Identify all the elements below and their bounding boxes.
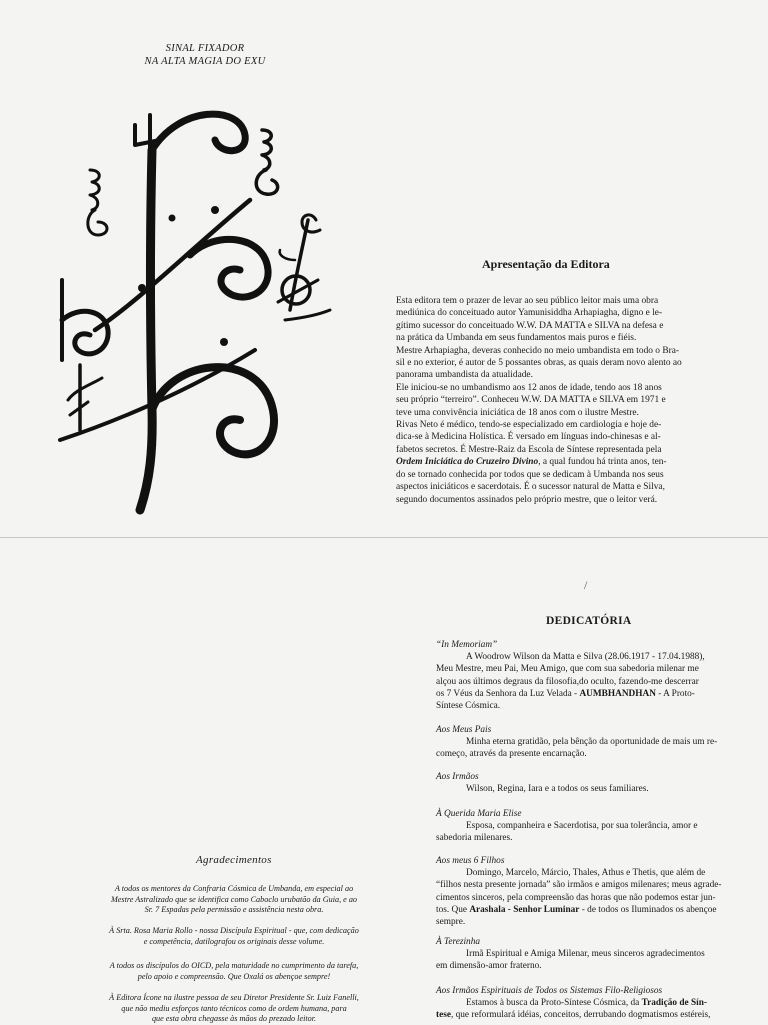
section-label: Aos Irmãos xyxy=(436,772,479,782)
agradecimentos-para-1 xyxy=(84,884,384,916)
text-line: A todos os mentores da Confraria Cósmica de Umbanda, em especial ao xyxy=(114,884,354,893)
text-line xyxy=(436,1009,754,1021)
agradecimentos-para-3 xyxy=(84,961,384,982)
section-label: Aos Irmãos Espirituais de Todos os Sistemas Filo-Religiosos xyxy=(436,986,663,996)
dedicatoria-sistemas xyxy=(436,985,754,1022)
editora-line: fabetos secretos. É Mestre-Raiz da Escola de Síntese representada pela xyxy=(396,444,662,455)
editora-line: aspectos iniciáticos e sacerdotais. É o sucessor natural de Matta e Silva, xyxy=(396,482,665,493)
section-label: À Terezinha xyxy=(436,937,480,947)
sigil-title-line2: NA ALTA MAGIA DO EXU xyxy=(144,56,266,67)
text-line: Esposa, companheira e Sacerdotisa, por sua tolerância, amor e xyxy=(466,821,698,832)
text-line: A todos os discípulos do OICD, pela maturidade no cumprimento da tarefa, xyxy=(109,961,359,970)
agradecimentos-heading: Agradecimentos xyxy=(196,854,272,866)
dedicatoria-in-memoriam xyxy=(436,639,754,712)
agradecimentos-para-4 xyxy=(84,993,384,1025)
section-label: À Querida Maria Elise xyxy=(436,809,522,819)
tradicao-term: Tradição de Sín- xyxy=(641,998,708,1009)
editora-line: Mestre Arhapiagha, deveras conhecido no meio umbandista em todo o Bra- xyxy=(396,345,679,356)
editora-line: segundo documentos assinados pelo próprio mestre, que o leitor verá. xyxy=(396,494,658,505)
dedicatoria-pais xyxy=(436,724,754,761)
text-line: em dimensão-amor fraterno. xyxy=(436,961,542,972)
text-line: Meu Mestre, meu Pai, Meu Amigo, que com sua sabedoria milenar me xyxy=(436,664,699,675)
text-line xyxy=(436,688,754,700)
section-label: “In Memoriam” xyxy=(436,640,498,650)
editora-line: seu próprio “terreiro”. Conheceu W.W. DA MATTA e SILVA em 1971 e xyxy=(396,395,666,406)
editora-line: sil e no exterior, é autor de 5 possantes obras, as quais deram novo alento ao xyxy=(396,358,682,369)
editora-line: mediúnica do conceituado autor Yamunisiddha Arhapiagha, digno e le- xyxy=(396,308,663,319)
text-line: A Woodrow Wilson da Matta e Silva (28.06.1917 - 17.04.1988), xyxy=(466,652,705,663)
text-line: Wilson, Regina, Iara e a todos os seus familiares. xyxy=(466,784,649,795)
section-label: Aos Meus Pais xyxy=(436,725,492,735)
editora-line: Esta editora tem o prazer de levar ao seu público leitor mais uma obra xyxy=(396,296,659,306)
dedicatoria-terezinha xyxy=(436,936,754,973)
tradicao-term: tese xyxy=(436,1010,451,1021)
editora-line: panorama umbandista da atualidade. xyxy=(396,370,533,381)
text-line: Mestre Astralizado que se identifica como Caboclo urubatão da Guia, e ao xyxy=(110,894,358,904)
text-line: Síntese Cósmica. xyxy=(436,701,501,712)
text-line: Sr. 7 Espadas pela permissão e assistência nesta obra. xyxy=(144,905,324,915)
text-line: começo, através da presente encarnação. xyxy=(436,749,587,760)
text-line: sempre. xyxy=(436,917,466,928)
text-line: pelo apoio e compreensão. Que Oxalá os abençoe sempre! xyxy=(137,971,331,981)
ordem-name: Ordem Iniciática do Cruzeiro Divino xyxy=(396,457,539,468)
fold-line xyxy=(0,537,768,538)
text-line: alçou aos últimos degraus da filosofia,do oculto, fazendo-me descerrar xyxy=(436,676,699,687)
agradecimentos-para-2 xyxy=(84,926,384,947)
editora-line: dica-se à Medicina Holística. É versado em línguas indo-chinesas e al- xyxy=(396,432,661,443)
editora-body xyxy=(396,295,694,506)
text-line: À Srta. Rosa Maria Rollo - nossa Discípula Espiritual - que, com dedicação xyxy=(109,926,359,935)
text-fragment: - A Proto- xyxy=(655,688,695,699)
dedicatoria-heading: DEDICATÓRIA xyxy=(546,615,632,627)
text-line xyxy=(436,997,754,1009)
text-line: cimentos sinceros, pela compreensão das horas que não podemos estar jun- xyxy=(436,892,716,903)
section-label: Aos meus 6 Filhos xyxy=(436,856,505,866)
arashala-term: Arashala - Senhor Luminar xyxy=(469,904,580,915)
ordem-rest: , a qual fundou há trinta anos, ten- xyxy=(538,457,667,468)
text-fragment: , que reformulará idéias, conceitos, derrubando dogmatismos estéreis, xyxy=(450,1010,711,1021)
text-line: Minha eterna gratidão, pela bênção da oportunidade de mais um re- xyxy=(466,737,718,748)
dedicatoria-maria-elise xyxy=(436,808,754,845)
text-line xyxy=(436,904,754,916)
editora-line: teve uma convivência iniciática de 18 anos com o ilustre Mestre. xyxy=(396,407,639,418)
text-fragment: Estamos à busca da Proto-Síntese Cósmica, da xyxy=(466,998,642,1009)
text-fragment: os 7 Véus da Senhora da Luz Velada - xyxy=(436,688,580,699)
editora-line: na prática da Umbanda em seus fundamentos mais puros e fiéis. xyxy=(396,333,637,344)
editora-line: do se tornado conhecida por todos que se dedicam à Umbanda nos seus xyxy=(396,469,664,480)
text-line: e competência, datilografou os originais desse volume. xyxy=(143,936,325,946)
text-fragment: tos. Que xyxy=(436,904,470,915)
text-line: “filhos nesta presente jornada” são irmãos e amigos milenares; meus agrade- xyxy=(436,880,722,891)
slash-mark: / xyxy=(584,578,588,592)
sigil-title xyxy=(110,42,300,68)
aumbhandhan-term: AUMBHANDHAN xyxy=(579,688,656,699)
text-line: sabedoria milenares. xyxy=(436,833,513,844)
editora-line: gítimo sucessor do conceituado W.W. DA MATTA e SILVA na defesa e xyxy=(396,320,664,331)
sigil-title-line1: SINAL FIXADOR xyxy=(165,43,245,54)
editora-line: Rivas Neto é médico, tendo-se especializado em cardiologia e hoje de- xyxy=(396,420,662,431)
text-line: À Editora Ícone na ilustre pessoa de seu Diretor Presidente Sr. Luiz Fanelli, xyxy=(109,993,359,1002)
editora-heading: Apresentação da Editora xyxy=(482,257,610,271)
sigil-drawing xyxy=(40,110,340,520)
text-line: que não mediu esforços tanto técnicos como de ordem humana, para xyxy=(121,1003,347,1013)
dedicatoria-irmaos xyxy=(436,771,754,795)
editora-line: Ele iniciou-se no umbandismo aos 12 anos de idade, tendo aos 18 anos xyxy=(396,382,662,393)
text-fragment: - de todos os Iluminados os abençoe xyxy=(579,904,717,915)
text-line: que esta obra chegasse às mãos do prezado leitor. xyxy=(151,1014,317,1024)
dedicatoria-filhos xyxy=(436,855,754,928)
editora-line-ordem xyxy=(396,456,694,468)
text-line: Irmã Espiritual e Amiga Milenar, meus sinceros agradecimentos xyxy=(466,949,705,960)
text-line: Domingo, Marcelo, Márcio, Thales, Athus e Thetis, que além de xyxy=(466,868,706,879)
